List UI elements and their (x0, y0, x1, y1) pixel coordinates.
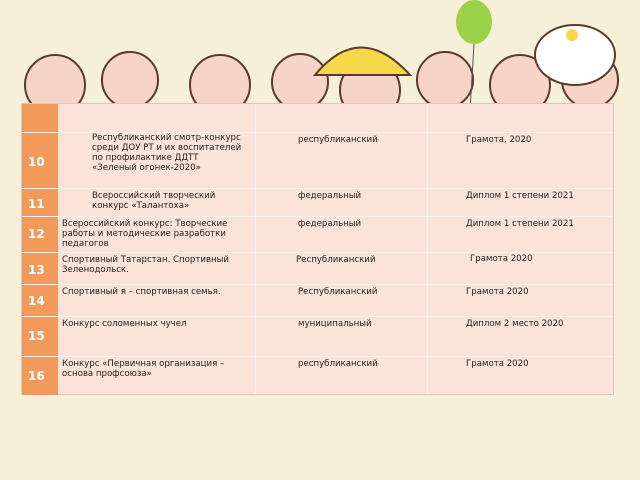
table-row (22, 316, 613, 357)
row-number: 13 (28, 263, 45, 277)
row-number: 10 (28, 155, 45, 169)
contest-name: Конкурс соломенных чучел (62, 319, 187, 329)
table-row (22, 188, 613, 217)
contest-level: муниципальный (298, 319, 372, 329)
table-row (22, 252, 613, 285)
contest-result: Грамота 2020 (466, 359, 529, 369)
contest-level: Республиканский (296, 255, 376, 265)
contest-name: Спортивный я – спортивная семья. (62, 287, 221, 297)
contest-result: Грамота 2020 (470, 254, 533, 264)
table-row (22, 132, 613, 189)
table-row (22, 356, 613, 395)
contest-level: федеральный (298, 219, 362, 229)
contest-result: Грамота, 2020 (466, 135, 532, 145)
contest-result: Диплом 1 степени 2021 (466, 191, 574, 201)
row-number: 16 (28, 369, 45, 383)
row-number: 12 (28, 227, 45, 241)
contest-result: Грамота 2020 (466, 287, 529, 297)
row-number: 14 (28, 294, 45, 308)
table-row (22, 216, 613, 253)
contest-name: Всероссийский творческий конкурс «Талантоха» (92, 191, 216, 211)
contest-name: Конкурс «Первичная организация – основа профсоюза» (62, 359, 225, 379)
contest-result: Диплом 1 степени 2021 (466, 219, 574, 229)
table-header (22, 104, 613, 132)
contest-level: федеральный (298, 191, 362, 201)
contest-result: Диплом 2 место 2020 (466, 319, 564, 329)
contest-level: республиканский (298, 135, 378, 145)
contest-name: Всероссийский конкурс: Творческие работы и методические разработки педагогов (62, 219, 228, 249)
contest-level: Республиканский (298, 287, 378, 297)
table-row (22, 284, 613, 317)
contest-name: Спортивный Татарстан. Спортивный Зеленодольск. (62, 255, 230, 275)
contest-name: Республиканский смотр-конкурс среди ДОУ РТ и их воспитателей по профилактике ДДТТ «Зеленый огонек-2020» (92, 133, 242, 173)
row-number: 15 (28, 329, 45, 343)
contest-level: республиканский (298, 359, 378, 369)
row-number: 11 (28, 197, 45, 211)
achievements-table (21, 103, 614, 395)
